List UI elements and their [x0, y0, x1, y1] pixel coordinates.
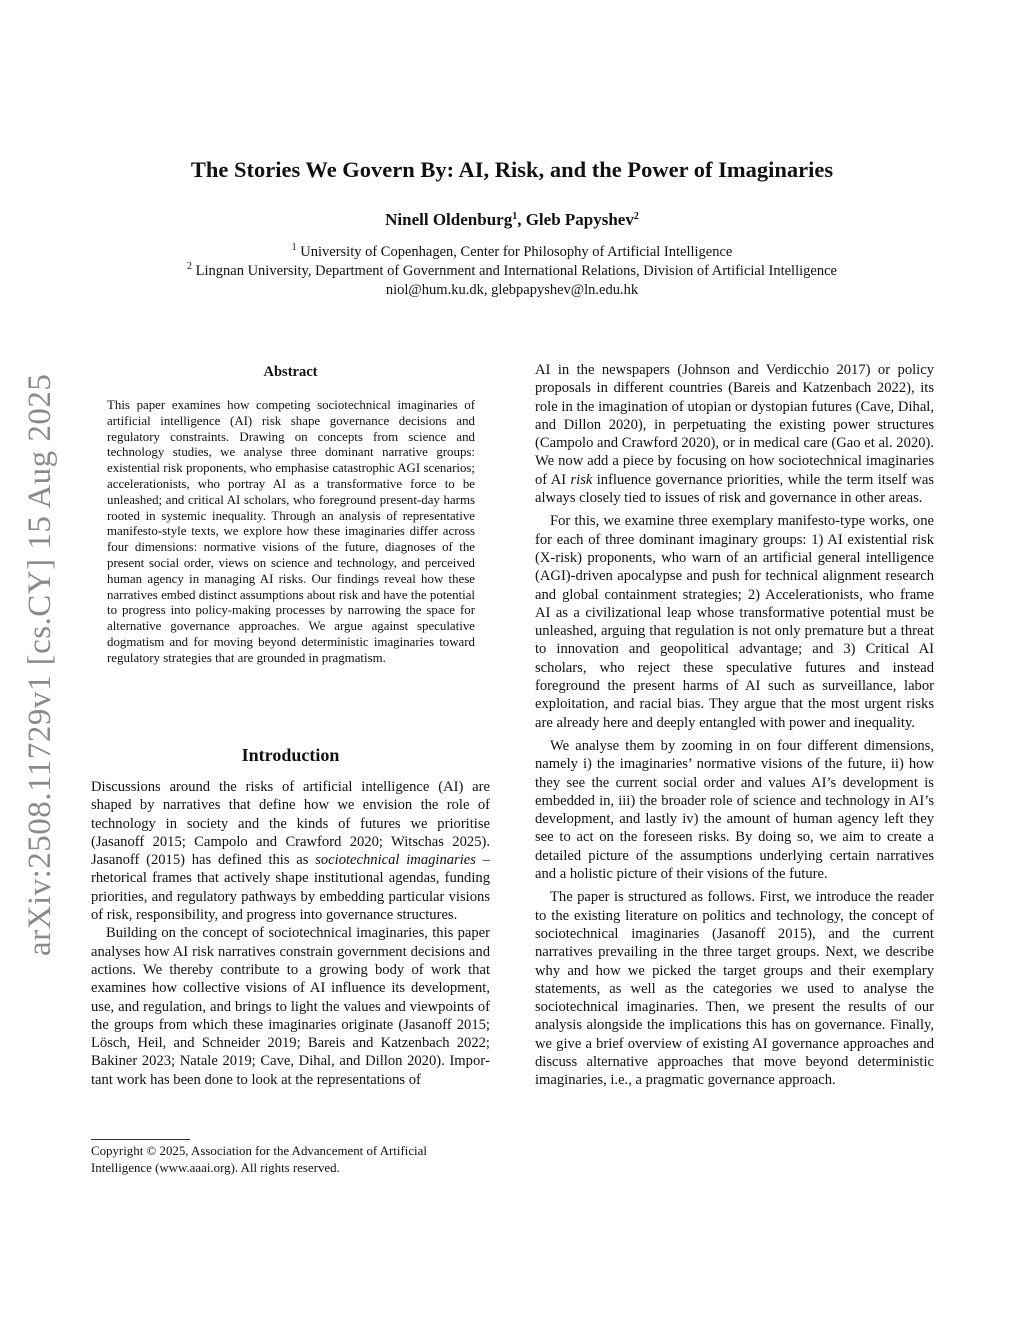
affiliation-text: Lingnan University, Department of Government and International Relations, Division of Artificial Intelligence — [192, 263, 837, 279]
affiliation-marker: 1 — [291, 242, 297, 253]
author-name: Ninell Oldenburg — [385, 210, 513, 229]
paper-title: The Stories We Govern By: AI, Risk, and the Power of Imaginaries — [190, 157, 834, 182]
author-list — [0, 210, 1024, 230]
right-column-body — [535, 361, 934, 1090]
body-paragraph: We analyse them by zooming in on four different dimensions, namely i) the imaginaries’ normative visions of the future, ii) how they see the current social order and values AI’s development is embedded in, iii) the broader role of science and technology in AI’s development, and lastly iv) the amount of human agency left they see to act on the foreseen risks. By doing so, we aim to create a detailed picture of the assumptions underlying certain narratives and a holistic picture of their visions of the future. — [535, 737, 934, 883]
arxiv-identifier-text: arXiv:2508.11729v1 [cs.CY] 15 Aug 2025 — [22, 373, 58, 956]
introduction-heading: Introduction — [241, 745, 340, 765]
affiliation-marker: 2 — [187, 261, 193, 272]
body-paragraph: The paper is structured as follows. First, we introduce the reader to the existing literature on politics and technology, the concept of sociotechnical imaginaries (Jasanoff 2015), and the current narratives prevailing in the three target groups. Next, we describe why and how we picked the target groups and their exemplary statements, as well as the categories we used to analyse the sociotechnical imaginaries. Then, we present the results of our analysis alongside the implications this has on governance. Finally, we give a brief overview of existing AI governance approaches and discuss alternative approaches that move beyond deterministic imaginaries, i.e., a pragmatic governance approach. — [535, 889, 934, 1089]
emphasized-term: sociotechnical imaginaries — [315, 852, 476, 869]
body-paragraph: For this, we examine three exemplary manifesto-type works, one for each of three dominant imaginary groups: 1) AI existential risk (X-risk) proponents, who warn of an artificial general intelligence (AGI)-driven apocalypse and push for technical alignment research and global containment strategies; 2) Accelerationists, who frame AI as a civilizational leap whose transformative potential must be unleashed, arguing that regulation is not only premature but a threat to innovation and geopolitical advantage; and 3) Critical AI scholars, who reject these speculative futures and instead foreground the present harms of AI such as surveillance, labor exploitation, and racial bias. They argue that the most urgent risks are already here and deeply entangled with power and inequality. — [535, 513, 934, 731]
paragraph-text: AI in the newspapers (Johnson and Verdicchio 2017) or policy proposals in different countries (Bareis and Katzenbach 2022), its role in the imagination of utopian or dystopian futures (Cave, Dihal, and Dillon 2020), in perpetuating the existing power structures (Campolo and Crawford 2020), or in medical care (Gao et al. 2020). We now add a piece by focusing on how sociotechnical imaginaries of AI — [535, 362, 934, 488]
affiliation-marker: 1 — [512, 211, 518, 222]
introduction-body — [91, 778, 490, 1089]
affiliation-text: University of Copenhagen, Center for Philosophy of Artificial Intelligence — [296, 244, 733, 260]
body-paragraph — [91, 778, 490, 924]
footnote-divider — [91, 1139, 190, 1140]
paragraph-text: – rhetorical frames that actively shape institutional agendas, funding priorities, and regulatory pathways by embedding particular visions of risk, responsibility, and progress into governance structures. — [91, 852, 490, 924]
affiliation-line — [0, 244, 1024, 261]
author-name: Gleb Papyshev — [525, 210, 634, 229]
abstract-heading: Abstract — [263, 364, 318, 380]
author-separator: , — [517, 210, 526, 229]
copyright-footnote: Copyright © 2025, Association for the Advancement of Artificial Intelligence (www.aaai.org). All rights reserved. — [91, 1144, 427, 1175]
affiliation-line — [0, 263, 1024, 280]
affiliation-marker: 2 — [633, 211, 639, 222]
arxiv-identifier-stamp — [20, 370, 66, 960]
paragraph-text: Discussions around the risks of artificial intelligence (AI) are shaped by narratives that define how we envision the role of technology in society and the kinds of futures we prioritise (Jasanoff 2015; Campolo and Crawford 2020; Witschas 2025). Jasanoff (2015) has defined this as — [91, 779, 490, 869]
emphasized-term: risk — [570, 471, 593, 488]
paragraph-text: influence governance priorities, while the term itself was always closely tied to issues of risk and governance in other areas. — [535, 471, 934, 507]
body-paragraph — [535, 361, 934, 507]
author-emails: niol@hum.ku.dk, glebpapyshev@ln.edu.hk — [385, 282, 639, 298]
abstract-text: This paper examines how competing sociotechnical imaginaries of artificial intelligence (AI) risk shape governance decisions and regulatory constraints. Drawing on concepts from science and technology studies, we analyse three dominant narrative groups: existential risk proponents, who emphasise catastrophic AGI scenarios; accelerationists, who portray AI as a transformative force to be unleashed; and critical AI scholars, who foreground present-day harms rooted in systemic inequality. Through an analysis of representative manifesto-style texts, we explore how these imaginaries differ across four dimensions: normative visions of the future, diagnoses of the present social order, views on science and technology, and perceived human agency in managing AI risks. Our findings reveal how these narratives embed distinct assumptions about risk and have the potential to progress into policy-making processes by narrowing the space for alternative governance approaches. We argue against speculative dogmatism and for moving beyond deterministic imaginaries toward regulatory strategies that are grounded in pragmatism. — [107, 398, 475, 665]
body-paragraph: Building on the concept of sociotechnical imaginaries, this paper analyses how AI risk narratives constrain government decisions and actions. We thereby contribute to a growing body of work that examines how collective visions of AI influence its development, use, and regulation, and brings to light the values and viewpoints of the groups from which these imaginaries originate (Jasanoff 2015; Lösch, Heil, and Schneider 2019; Bareis and Katzenbach 2022; Bakiner 2023; Natale 2019; Cave, Dihal, and Dillon 2020). Important work has been done to look at the representations of — [91, 925, 490, 1088]
